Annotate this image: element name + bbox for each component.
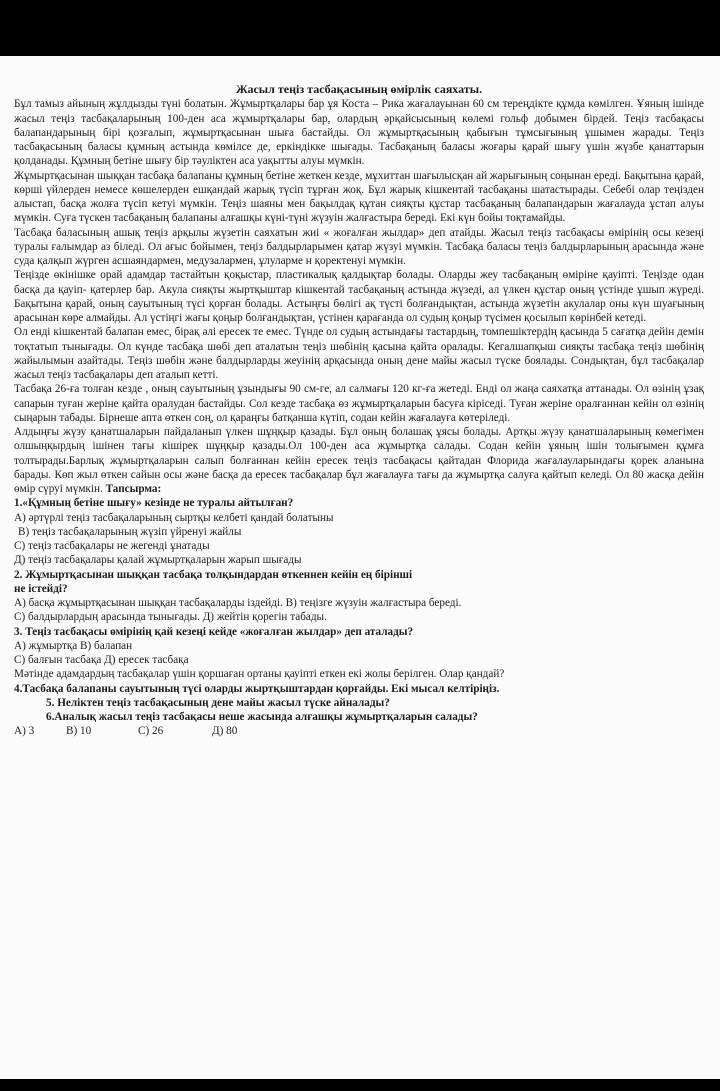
q1-option-c: С) теңіз тасбақалары не жегенді ұнатады [14,540,210,552]
q2-options-cd: С) балдырлардың арасында тынығады. Д) жейтін қорегін табады. [14,611,327,624]
paragraph-7-text: Алдыңғы жүзу қанатшаларын пайдаланып үлкен шұңқыр қазады. Бұл оның болашақ ұясы болады. Артқы жүзу қанатшаларының көмегімен олшыңқырдың ішінен тағы кішірек шұңқыр қазады.Ол 100-ден аса жұмыртқа салады. Содан кейін ұяның ішін толығымен құмға толтырады.Барлық жұмыртқаларын салып болғаннан кейін ересек теңіз тасбақасы қайтадан Флорида жағалауларындағы қорек аланына барады. Көп жыл өткен сайын осы және басқа да ересек тасбақалар бұл жағалауға тағы да жұмыртқа салуға қайтып келеді. Ол 80 жасқа дейін өмір сүруі мүмкін. [14,426,704,495]
paragraph-7 [14,425,704,496]
q6-answer-a: А) 3 [14,725,35,738]
question-6: 6.Аналық жасыл теңіз тасбақасы неше жасында алғашқы жұмыртқаларын салады? [46,711,478,723]
q1-option-d: Д) теңіз тасбақалары қалай жұмыртқаларын жарып шығады [14,554,302,567]
question-2-line-2: не істейді? [14,582,68,595]
document-content [14,82,704,739]
paragraph-3: Тасбақа баласының ашық теңіз арқылы жүзетін саяхатын жиі « жоғалған жылдар» деп атайды. Жасыл теңіз тасбақасы өмірінің осы кезеңі туралы ғалымдар аз біледі. Ол ағыс бойымен, теңіз балдырларымен қатар жүзуі мүмкін. Тасбақа баласы теңіз балдырларының арасында және суда қалқып жүрген асшаяндармен, медузалармен, ұлуларме н қоректенуі мүмкін. [14,226,704,267]
question-5: 5. Нелiктен теңiз тасбақасының дене майы жасыл түске айналады? [46,696,390,709]
question-3: 3. Теңіз тасбақасы өмірінің қай кезеңі кейде «жоғалған жылдар» деп аталады? [14,625,414,638]
q6-answers [14,724,704,738]
paragraph-6: Тасбақа 26-ға толған кезде , оның сауытының ұзындығы 90 см-ге, ал салмағы 120 кг-ға жетеді. Енді ол жаңа саяхатқа аттанады. Ол өзінің ұзақ сапарын туған жеріне қайта оралудан бастайды. Сол кезде тасбақа өз жұмыртқаларын басуға кіріседі. Туған жеріне оралғаннан кейін ол өзінің сыңарын табады. Бірнеше апта өткен соң, ол қараңғы батқанша күтіп, содан кейін жағалауға көтеріледі. [14,383,704,424]
task-label: Тапсырма: [105,483,162,495]
question-4: 4.Тасбақа балапаны сауытының түсі оларды жыртқыштардан қорғайды. Екі мысал келтіріңіз. [14,682,500,695]
question-2-line-1: 2. Жұмыртқасынан шыққан тасбақа толқындардан өткеннен кейін ең біріншi [14,568,413,581]
document-page [0,56,720,1079]
paragraph-2: Жұмыртқасынан шыққан тасбақа балапаны құмның бетіне жеткен кезде, мұхиттан шағылысқан ай жарығының соңынан ереді. Бақытына қарай, көрші үйлерден немесе көшелерден ешқандай жарық түсіп тұрған жоқ. Бұл жарық кішкентай тасбақаны шатастырады. Себебі олар теңізден алыстап, басқа жолға түсіп кетуі мүмкін. Теңіз шаяны мен бақылдақ құтан сияқты құстар тасбақаның балапандарын жағалауда ұстап алуы мүмкін. Суға түскен тасбақаның балапаны алғашқы күні-түні жүзуін жалғастыра береді. Екі күн бойы тоқтамайды. [14,169,704,225]
question-note: Мәтінде адамдардың тасбақалар үшін қоршаған ортаны қауіпті еткен екі жолы берілген. Олар қандай? [14,668,505,681]
paragraph-4: Теңізде өкінішке орай адамдар тастайтын қоқыстар, пластикалық қалдықтар болады. Оларды жеу тасбақаның өміріне қауіпті. Теңізде одан басқа да қауіп- қатерлер бар. Акула сияқты жыртқыштар кішкентай тасбақаның астында жүзеді, ал үлкен құстар оның үстінде ұшып жүреді. Бақытына қарай, оның сауытының түсі қорған болады. Астыңғы бөлігі ақ түсті болғандықтан, астында жүзетін акулалар оны күн шуағының арасынан көре алмайды. Ал үстіңгі жағы қоңыр болғандықтан, үстінен қарағанда ол судың қоңыр түсімен қосылып көрінбей кетеді. [14,269,704,324]
paragraph-1: Бұл тамыз айының жұлдызды түні болатын. Жұмыртқалары бар ұя Коста – Рика жағалауынан 60 см тереңдікте құмда көмілген. Ұяның ішінде жасыл теңіз тасбақаларының 100-ден аса жұмыртқалары бар, олардың әрқайсысының көлемі гольф добымен бірдей. Теңіз тасбақасы балапандарының бірі қозғалып, жұмыртқасынан шыға бастайды. Ол жұмыртқасының қабығын тұмсығының ұшымен жарады. Теңіз тасбақасының баласы құмның астында көмілсе де, еркіндікке шығады. Тасбақаның баласы жоғары қарай шығу үшін жүзбе қанаттарын қолданады. Құмның бетіне шығу бір тәуліктен аса уақытты алуы мүмкін. [14,98,704,168]
question-1: 1.«Құмның бетіне шығу» кезінде не туралы айтылған? [14,497,294,510]
document-title: Жасыл теңіз тасбақасының өмірлік саяхаты. [235,82,483,96]
q1-option-a: А) әртүрлі теңіз тасбақаларының сыртқы келбеті қандай болатыны [14,511,334,524]
q3-options-ab: А) жұмыртқа В) балапан [14,639,133,652]
q6-answer-c: С) 26 [138,725,164,738]
paragraph-5: Ол енді кішкентай балапан емес, бірақ әлі ересек те емес. Түнде ол судың астындағы тастардың, томпешіктердің қасында 5 сағатқа дейін демін тоқтатып тынығады. Ол күнде тасбақа шөбі деп аталатын теңіз шөбінің қасына қайта оралады. Кегалшапқыш сияқты тасбақа теңіз шөбінің жайылымын азайтады. Теңіз шөбін және балдырларды жеуінің арқасында оның дене майы жасыл түске боялады. Сондықтан, бұл тасбақалар жасыл теңіз тасбақалары деп аталып кетті. [14,326,704,381]
q6-answer-d: Д) 80 [212,725,238,738]
q2-options-ab: А) басқа жұмыртқасынан шыққан тасбақаларды іздейді. В) теңізге жүзуін жалғастыра береді. [14,597,462,609]
q3-options-cd: С) балғын тасбақа Д) ересек тасбақа [14,654,189,666]
q1-option-b: В) теңіз тасбақаларының жүзіп үйренуі жайлы [18,525,242,538]
q6-answer-b: В) 10 [66,725,92,738]
